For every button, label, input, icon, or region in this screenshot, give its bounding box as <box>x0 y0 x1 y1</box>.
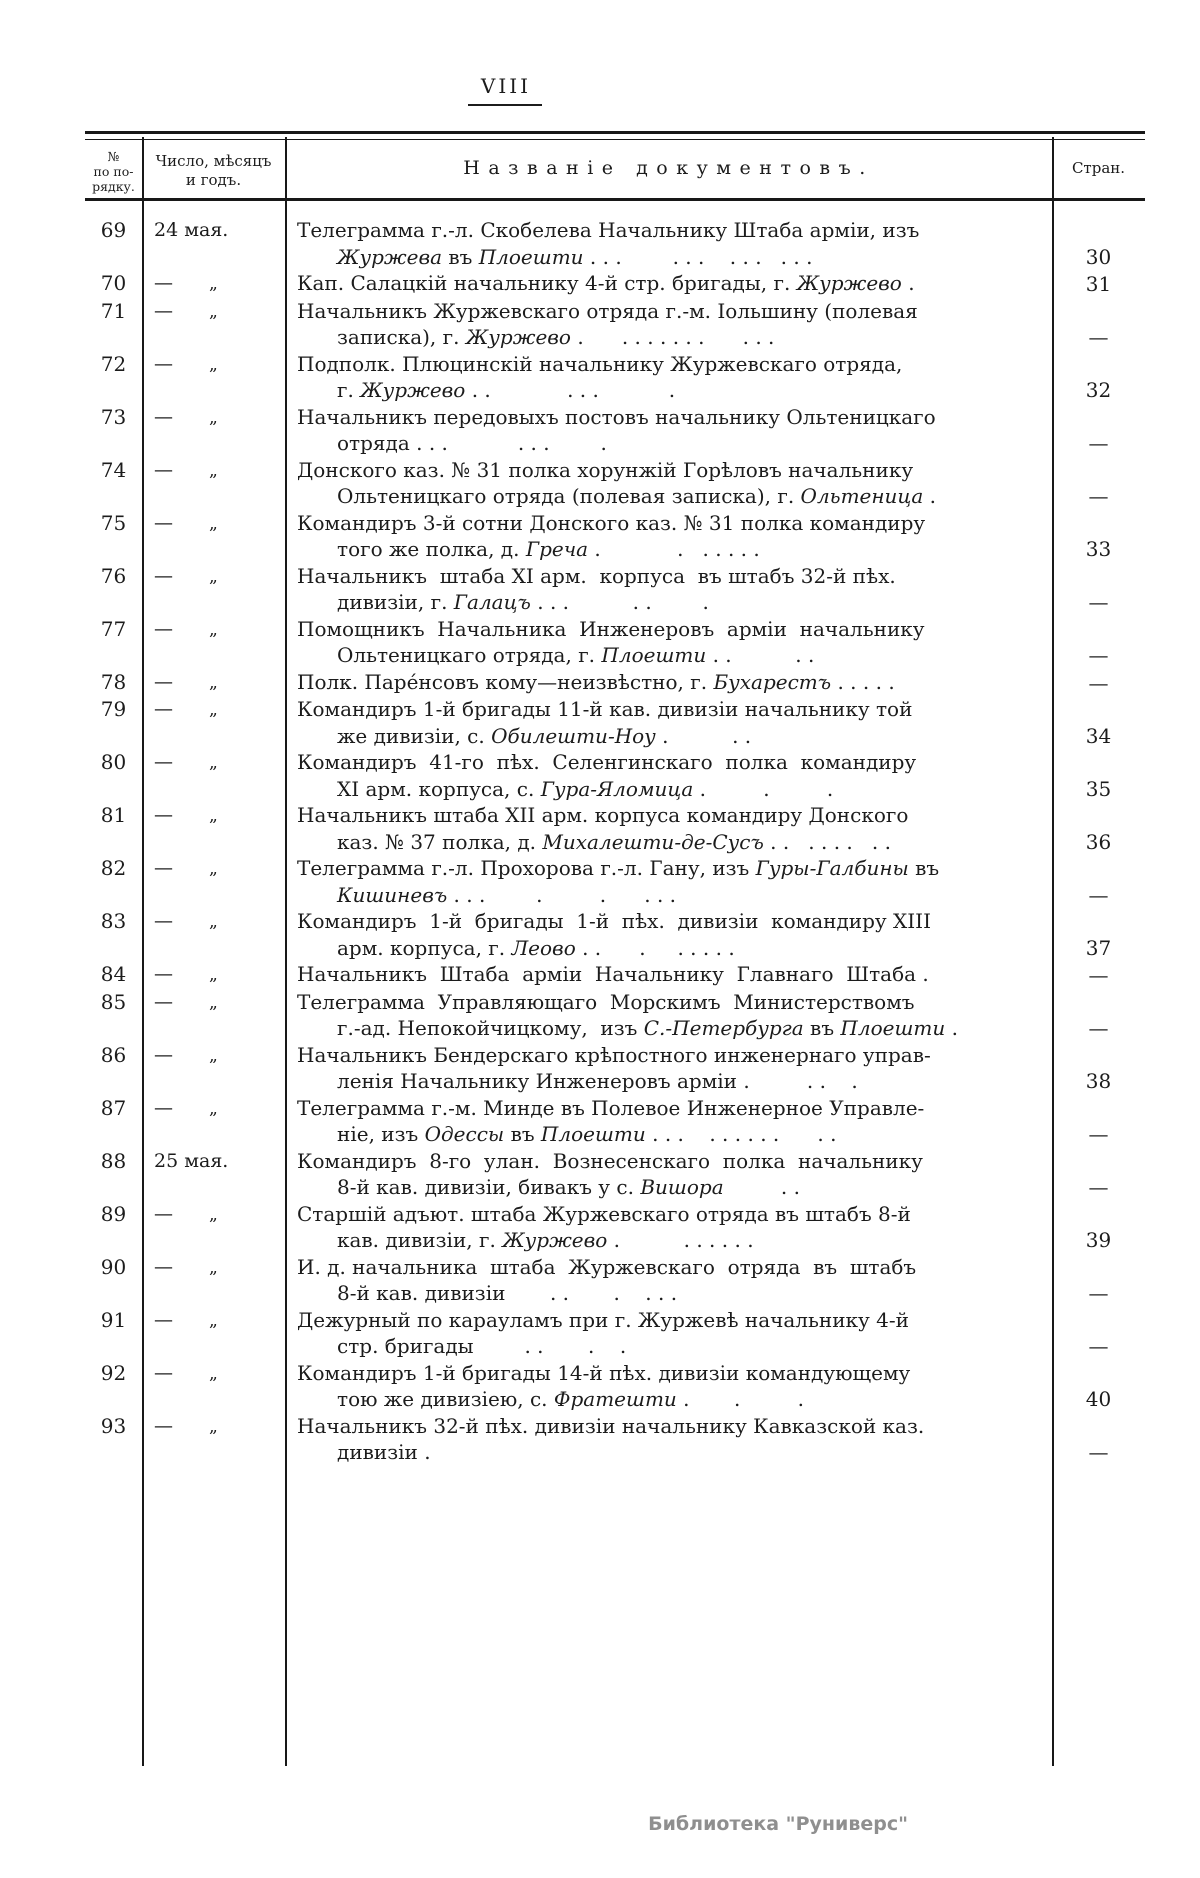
title-line: 8-й кав. дивизіи, бивакъ у с. Вишора . . <box>337 1175 800 1199</box>
library-watermark: Библиотека "Руниверс" <box>648 1813 908 1835</box>
title-line: г.-ад. Непокойчицкому, изъ С.-Петербурга въ Плоешти . <box>337 1016 958 1040</box>
header-number-line: по по- <box>93 164 134 179</box>
row-number: 90 <box>100 1254 127 1279</box>
row-number: 89 <box>100 1201 127 1226</box>
title-line: Командиръ 1-й бригады 11-й кав. дивизіи начальнику той <box>297 697 913 721</box>
table-row <box>85 1201 1145 1254</box>
row-date <box>142 1413 285 1466</box>
date-dash: — <box>154 1255 173 1278</box>
title-line: Телеграмма г.-л. Скобелева Начальнику Штаба арміи, изъ <box>297 218 920 242</box>
title-line: Кишиневъ . . . . . . . . <box>337 882 677 907</box>
date-dash: — <box>154 1414 173 1437</box>
table-row <box>85 961 1145 989</box>
row-page: 40 <box>1085 1387 1112 1411</box>
row-date <box>142 669 285 697</box>
title-line: Полк. Паре́нсовъ кому—неизвѣстно, г. Бухарестъ . . . . . <box>297 669 895 694</box>
header-date-column <box>142 140 285 198</box>
date-ditto-mark: „ <box>209 407 218 428</box>
row-title <box>285 1201 1052 1254</box>
title-line: кав. дивизіи, г. Журжево . . . . . . . <box>337 1228 754 1252</box>
title-line: Донского каз. № 31 полка хорунжій Горѣловъ начальнику <box>297 457 914 482</box>
table-row <box>85 298 1145 351</box>
title-line: Начальникъ передовыхъ постовъ начальнику Ольтеницкаго <box>297 404 936 429</box>
row-date <box>142 1254 285 1307</box>
title-line: тою же дивизіею, с. Фратешти . . . <box>337 1387 804 1411</box>
title-line: того же полка, д. Греча . . . . . . . <box>337 537 760 561</box>
row-page: — <box>1088 963 1109 987</box>
row-page: — <box>1088 882 1109 907</box>
title-line: Начальникъ Штаба арміи Начальнику Главнаго Штаба . <box>297 962 929 986</box>
table-row <box>85 855 1145 908</box>
row-page: — <box>1088 643 1109 667</box>
date-dash: — <box>154 352 173 375</box>
date-ditto-mark: „ <box>209 354 218 375</box>
table-row <box>85 217 1145 270</box>
row-title <box>285 749 1052 802</box>
date-dash: — <box>154 1361 173 1384</box>
row-title <box>285 1254 1052 1307</box>
row-number: 69 <box>100 218 127 242</box>
row-title <box>285 855 1052 908</box>
row-title <box>285 616 1052 669</box>
title-line: Старшій адъют. штаба Журжевскаго отряда въ штабъ 8-й <box>297 1201 911 1226</box>
header-number-line: № <box>107 149 120 164</box>
title-line: ленія Начальнику Инженеровъ арміи . . . . <box>337 1069 858 1093</box>
date-ditto-mark: „ <box>209 912 218 932</box>
title-line: Кап. Салацкій начальнику 4-й стр. бригады, г. Журжево . <box>297 271 915 295</box>
table-row <box>85 404 1145 457</box>
date-dash: — <box>154 405 173 428</box>
row-date <box>142 563 285 616</box>
date-ditto-mark: „ <box>209 672 218 693</box>
row-date <box>142 404 285 457</box>
title-line: Начальникъ Журжевскаго отряда г.-м. Іольшину (полевая <box>297 298 918 323</box>
documents-index-table <box>85 131 1145 1766</box>
date-dash: — <box>154 564 173 587</box>
row-page: 39 <box>1085 1228 1112 1252</box>
date-ditto-mark: „ <box>209 753 218 773</box>
title-line: И. д. начальника штаба Журжевскаго отряда въ штабъ <box>297 1254 917 1279</box>
date-ditto-mark: „ <box>209 1257 218 1278</box>
title-line: Командиръ 1-й бригады 14-й пѣх. дивизіи командующему <box>297 1360 911 1385</box>
row-date <box>142 749 285 802</box>
row-page: 30 <box>1085 244 1112 269</box>
date-ditto-mark: „ <box>209 619 218 640</box>
column-divider <box>142 137 144 1766</box>
title-line: стр. бригады . . . . <box>337 1334 627 1358</box>
row-title <box>285 217 1052 270</box>
row-date <box>142 616 285 669</box>
row-number: 87 <box>100 1095 127 1120</box>
table-row <box>85 270 1145 298</box>
date-dash: — <box>154 963 173 985</box>
date-dash: — <box>154 990 173 1013</box>
title-line: Ольтеницкаго отряда (полевая записка), г. Ольтеница . <box>337 484 937 508</box>
row-title <box>285 563 1052 616</box>
table-row <box>85 616 1145 669</box>
row-date <box>142 298 285 351</box>
table-row <box>85 1254 1145 1307</box>
table-row <box>85 1360 1145 1413</box>
title-line: дивизіи . <box>337 1440 431 1464</box>
table-top-rule <box>85 131 1145 140</box>
row-page: — <box>1088 484 1109 508</box>
row-date <box>142 961 285 989</box>
row-title <box>285 989 1052 1042</box>
row-date <box>142 457 285 510</box>
title-line: Телеграмма г.-л. Прохорова г.-л. Гану, изъ Гуры-Галбины въ <box>297 856 940 880</box>
row-title <box>285 510 1052 563</box>
table-row <box>85 1307 1145 1360</box>
table-row <box>85 1413 1145 1466</box>
row-date <box>142 1148 285 1201</box>
date-ditto-mark: „ <box>209 1045 218 1066</box>
header-page-column: Стран. <box>1071 159 1126 177</box>
row-number: 80 <box>100 750 127 774</box>
row-number: 81 <box>100 803 127 827</box>
date-dash: — <box>154 698 173 720</box>
row-title <box>285 270 1052 298</box>
row-number: 73 <box>100 404 127 429</box>
row-title <box>285 404 1052 457</box>
date-dash: — <box>154 1308 173 1331</box>
row-number: 79 <box>100 697 127 721</box>
row-page: — <box>1088 1016 1109 1040</box>
table-row <box>85 989 1145 1042</box>
column-divider <box>1052 137 1054 1766</box>
date-ditto-mark: „ <box>209 992 218 1013</box>
title-line: Телеграмма г.-м. Минде въ Полевое Инженерное Управле- <box>297 1095 925 1120</box>
title-line: арм. корпуса, г. Леово . . . . . . . . <box>337 935 735 960</box>
row-title <box>285 802 1052 855</box>
date-dash: — <box>154 670 173 693</box>
date-ditto-mark: „ <box>209 806 218 826</box>
row-title <box>285 298 1052 351</box>
table-row <box>85 802 1145 855</box>
date-ditto-mark: „ <box>209 513 218 534</box>
row-date <box>142 802 285 855</box>
title-line: каз. № 37 полка, д. Михалешти-де-Сусъ . . . . . . . . <box>337 829 891 854</box>
row-page: 34 <box>1085 723 1112 748</box>
date-ditto-mark: „ <box>209 965 218 985</box>
row-page: 37 <box>1085 935 1112 960</box>
title-line: г. Журжево . . . . . . <box>337 378 676 402</box>
table-row <box>85 669 1145 697</box>
date-ditto-mark: „ <box>209 1416 218 1437</box>
row-title <box>285 1360 1052 1413</box>
table-row <box>85 749 1145 802</box>
row-page: 31 <box>1085 272 1112 296</box>
row-number: 93 <box>100 1413 127 1438</box>
row-date <box>142 1095 285 1148</box>
date-dash: — <box>154 1202 173 1225</box>
row-number: 75 <box>100 510 127 535</box>
table-row <box>85 510 1145 563</box>
row-number: 85 <box>100 989 127 1014</box>
date-ditto-mark: „ <box>209 1363 218 1384</box>
date-text: 24 мая. <box>154 219 229 241</box>
header-number-column <box>85 140 142 198</box>
row-title <box>285 1413 1052 1466</box>
row-number: 78 <box>100 669 127 694</box>
title-line: дивизіи, г. Галацъ . . . . . . <box>337 590 709 614</box>
row-number: 83 <box>100 909 127 933</box>
row-number: 84 <box>100 962 127 986</box>
title-line: Командиръ 1-й бригады 1-й пѣх. дивизіи командиру XIII <box>297 909 931 933</box>
row-date <box>142 510 285 563</box>
date-ditto-mark: „ <box>209 1310 218 1331</box>
table-row <box>85 696 1145 749</box>
title-line: XI арм. корпуса, с. Гура-Яломица . . . <box>337 776 834 801</box>
date-ditto-mark: „ <box>209 301 218 322</box>
row-title <box>285 351 1052 404</box>
date-ditto-mark: „ <box>209 1204 218 1225</box>
date-dash: — <box>154 910 173 932</box>
row-page: 38 <box>1085 1069 1112 1093</box>
title-line: Журжева въ Плоешти . . . . . . . . . . . . <box>337 244 813 269</box>
header-date-line: и годъ. <box>185 171 242 189</box>
table-row <box>85 1042 1145 1095</box>
row-page: — <box>1088 1440 1109 1464</box>
row-date <box>142 270 285 298</box>
table-row <box>85 351 1145 404</box>
row-page: 33 <box>1085 537 1112 561</box>
date-dash: — <box>154 804 173 826</box>
title-line: 8-й кав. дивизіи . . . . . . <box>337 1281 678 1305</box>
date-ditto-mark: „ <box>209 274 218 294</box>
date-dash: — <box>154 458 173 481</box>
row-page: — <box>1088 431 1109 455</box>
row-number: 70 <box>100 271 127 295</box>
title-line: отряда . . . . . . . <box>337 431 607 455</box>
title-line: Помощникъ Начальника Инженеровъ арміи начальнику <box>297 616 925 641</box>
row-page: — <box>1088 1122 1109 1146</box>
row-page: — <box>1088 1281 1109 1305</box>
header-title-column: Названіе документовъ. <box>463 157 874 179</box>
title-line: записка), г. Журжево . . . . . . . . . . . <box>337 325 775 349</box>
date-ditto-mark: „ <box>209 859 218 879</box>
row-date <box>142 217 285 270</box>
row-page: 32 <box>1085 378 1112 402</box>
title-line: Ольтеницкаго отряда, г. Плоешти . . . . <box>337 643 815 667</box>
row-title <box>285 1042 1052 1095</box>
row-title <box>285 1095 1052 1148</box>
title-line: Командиръ 3-й сотни Донского каз. № 31 полка командиру <box>297 510 926 535</box>
row-title <box>285 669 1052 697</box>
folio-underline <box>468 104 542 106</box>
date-text: 25 мая. <box>154 1149 229 1172</box>
row-date <box>142 696 285 749</box>
title-line: Начальникъ штаба XI арм. корпуса въ штабъ 32-й пѣх. <box>297 563 896 588</box>
header-date-line: Число, мѣсяцъ <box>155 152 272 170</box>
title-line: Начальникъ штаба XII арм. корпуса командиру Донского <box>297 803 909 827</box>
row-date <box>142 1307 285 1360</box>
title-line: Начальникъ 32-й пѣх. дивизіи начальнику Кавказской каз. <box>297 1413 925 1438</box>
table-row <box>85 457 1145 510</box>
row-date <box>142 1360 285 1413</box>
title-line: Командиръ 8-го улан. Вознесенскаго полка начальнику <box>297 1148 923 1173</box>
row-page: — <box>1088 590 1109 614</box>
row-date <box>142 855 285 908</box>
row-title <box>285 696 1052 749</box>
title-line: же дивизіи, с. Обилешти-Ноу . . . <box>337 723 752 748</box>
row-page: — <box>1088 1175 1109 1199</box>
row-page: 35 <box>1085 776 1112 801</box>
row-date <box>142 351 285 404</box>
table-row <box>85 563 1145 616</box>
date-dash: — <box>154 751 173 773</box>
table-row <box>85 1148 1145 1201</box>
row-number: 92 <box>100 1360 127 1385</box>
date-dash: — <box>154 272 173 294</box>
row-title <box>285 908 1052 961</box>
row-page: — <box>1088 1334 1109 1358</box>
row-number: 86 <box>100 1042 127 1067</box>
title-line: Дежурный по карауламъ при г. Журжевѣ начальнику 4-й <box>297 1307 909 1332</box>
column-divider <box>285 137 287 1766</box>
row-page: 36 <box>1085 829 1112 854</box>
date-ditto-mark: „ <box>209 460 218 481</box>
date-dash: — <box>154 511 173 534</box>
date-ditto-mark: „ <box>209 566 218 587</box>
title-line: Начальникъ Бендерскаго крѣпостного инженернаго управ- <box>297 1042 931 1067</box>
title-line: Телеграмма Управляющаго Морскимъ Министерствомъ <box>297 989 915 1014</box>
row-date <box>142 908 285 961</box>
row-number: 72 <box>100 351 127 376</box>
page-folio: VIII <box>480 74 532 98</box>
date-ditto-mark: „ <box>209 1098 218 1119</box>
row-title <box>285 961 1052 989</box>
row-title <box>285 457 1052 510</box>
row-number: 91 <box>100 1307 127 1332</box>
date-ditto-mark: „ <box>209 700 218 720</box>
row-number: 77 <box>100 616 127 641</box>
table-header-row <box>85 140 1145 201</box>
title-line: ніе, изъ Одессы въ Плоешти . . . . . . . . . . . <box>337 1122 837 1146</box>
table-row <box>85 908 1145 961</box>
header-number-line: рядку. <box>92 179 135 194</box>
date-dash: — <box>154 617 173 640</box>
row-number: 88 <box>100 1148 127 1173</box>
row-number: 82 <box>100 856 127 880</box>
row-number: 76 <box>100 563 127 588</box>
row-date <box>142 1201 285 1254</box>
row-title <box>285 1148 1052 1201</box>
title-line: Подполк. Плюцинскій начальнику Журжевскаго отряда, <box>297 351 903 376</box>
table-body <box>85 201 1145 1466</box>
date-dash: — <box>154 1096 173 1119</box>
row-title <box>285 1307 1052 1360</box>
date-dash: — <box>154 299 173 322</box>
date-dash: — <box>154 857 173 879</box>
table-row <box>85 1095 1145 1148</box>
title-line: Командиръ 41-го пѣх. Селенгинскаго полка командиру <box>297 750 917 774</box>
row-date <box>142 1042 285 1095</box>
row-number: 71 <box>100 298 127 323</box>
row-page: — <box>1088 325 1109 349</box>
row-date <box>142 989 285 1042</box>
row-number: 74 <box>100 457 127 482</box>
row-page: — <box>1088 670 1109 695</box>
date-dash: — <box>154 1043 173 1066</box>
